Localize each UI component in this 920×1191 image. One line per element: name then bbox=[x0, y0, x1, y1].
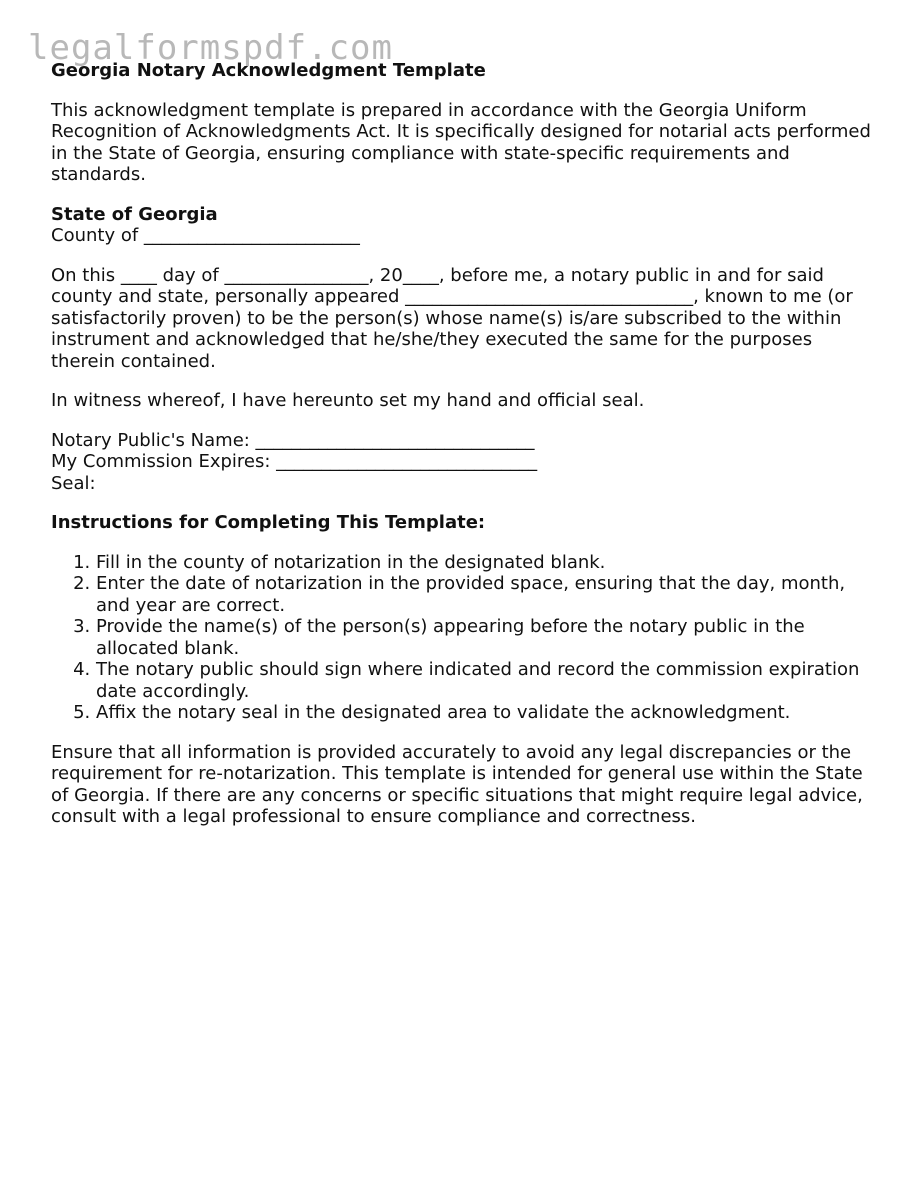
venue-block bbox=[51, 204, 881, 247]
acknowledgment-paragraph: On this ____ day of ________________, 20____, before me, a notary public in and for said county and state, personally appeared ________________________________, known to me (or satisfactorily proven) to be the person(s) whose name(s) is/are subscribed to the within instrument and acknowledged that he/she/they executed the same for the purposes therein contained. bbox=[51, 264, 853, 372]
notary-name-line: Notary Public's Name: _______________________________ bbox=[51, 429, 535, 451]
watermark: legalformspdf.com bbox=[28, 28, 393, 68]
closing-paragraph: Ensure that all information is provided accurately to avoid any legal discrepancies or the requirement for re-notarization. This template is intended for general use within the State of Georgia. If there are any concerns or specific situations that might require legal advice, consult with a legal professional to ensure compliance and correctness. bbox=[51, 741, 863, 827]
commission-expires-line: My Commission Expires: _____________________________ bbox=[51, 451, 538, 472]
instructions-heading: Instructions for Completing This Template: bbox=[51, 512, 486, 533]
list-item: 4. The notary public should sign where indicated and record the commission expiration date accordingly. bbox=[96, 659, 881, 702]
intro-paragraph: This acknowledgment template is prepared in accordance with the Georgia Uniform Recognition of Acknowledgments Act. It is specifically designed for notarial acts performed in the State of Georgia, ensuring compliance with state-specific requirements and standards. bbox=[51, 99, 871, 185]
list-item: 3. Provide the name(s) of the person(s) appearing before the notary public in the allocated blank. bbox=[96, 616, 881, 659]
seal-line: Seal: bbox=[51, 472, 96, 494]
list-item: 1. Fill in the county of notarization in the designated blank. bbox=[96, 552, 881, 574]
instructions-list bbox=[51, 552, 881, 724]
venue-state: State of Georgia bbox=[51, 203, 218, 225]
document-page bbox=[51, 60, 881, 846]
witness-statement: In witness whereof, I have hereunto set my hand and official seal. bbox=[51, 390, 645, 411]
list-item: 2. Enter the date of notarization in the provided space, ensuring that the day, month, and year are correct. bbox=[96, 573, 881, 616]
signature-block bbox=[51, 430, 881, 495]
venue-county: County of ________________________ bbox=[51, 225, 360, 246]
document-title: Georgia Notary Acknowledgment Template bbox=[51, 60, 486, 81]
list-item: 5. Affix the notary seal in the designated area to validate the acknowledgment. bbox=[96, 702, 881, 724]
